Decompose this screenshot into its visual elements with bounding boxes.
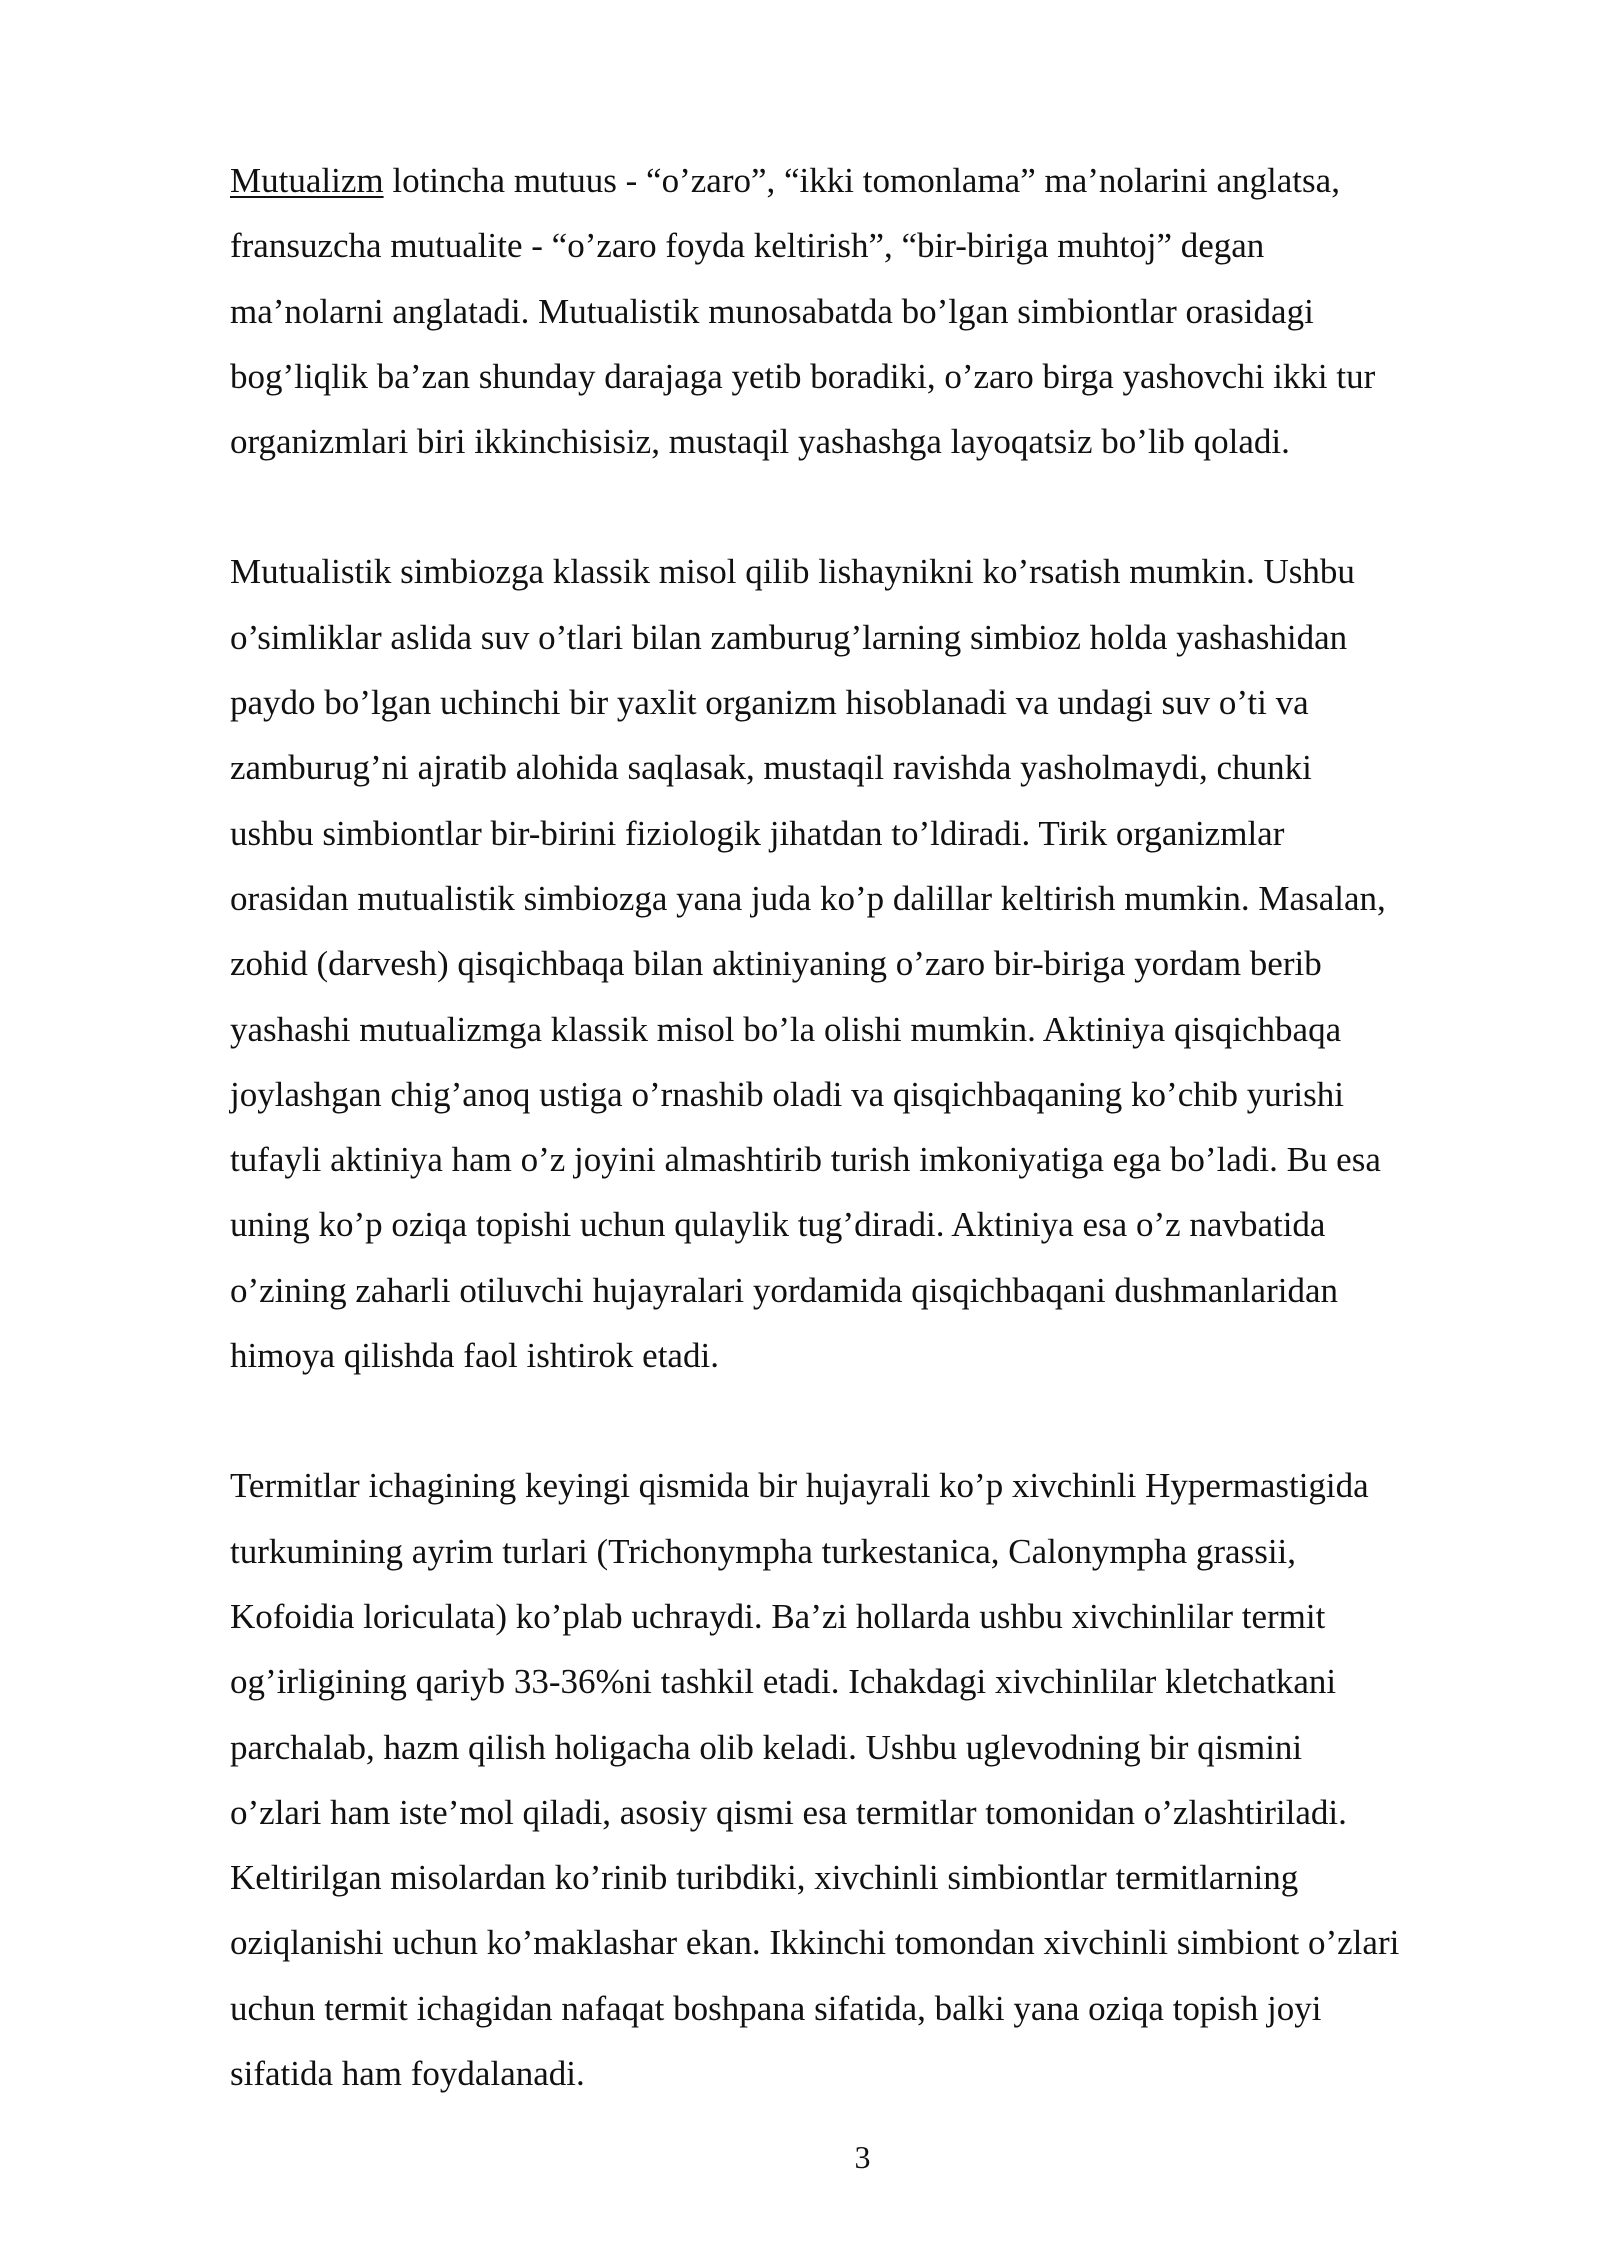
text-line: o’zlari ham iste’mol qiladi, asosiy qismi esa termitlar tomonidan o’zlashtiriladi. [230, 1792, 1347, 1832]
text-line: ma’nolarni anglatadi. Mutualistik munosabatda bo’lgan simbiontlar orasidagi [230, 291, 1314, 331]
text-line: og’irligining qariyb 33-36%ni tashkil etadi. Ichakdagi xivchinlilar kletchatkani [230, 1662, 1337, 1702]
text-line: Keltirilgan misolardan ko’rinib turibdiki, xivchinli simbiontlar termitlarning [230, 1858, 1299, 1898]
text-line: zamburug’ni ajratib alohida saqlasak, mustaqil ravishda yasholmaydi, chunki [230, 748, 1312, 788]
text-line: joylashgan chig’anoq ustiga o’rnashib oladi va qisqichbaqaning ko’chib yurishi [230, 1074, 1344, 1114]
text-line: uning ko’p oziqa topishi uchun qulaylik tug’diradi. Aktiniya esa o’z navbatida [230, 1205, 1326, 1245]
text-line: uchun termit ichagidan nafaqat boshpana sifatida, balki yana oziqa topish joyi [230, 1988, 1322, 2028]
text-line: o’zining zaharli otiluvchi hujayralari yordamida qisqichbaqani dushmanlaridan [230, 1270, 1338, 1310]
paragraph-mutualism-definition [230, 148, 1520, 474]
text-line: Kofoidia loriculata) ko’plab uchraydi. Ba’zi hollarda ushbu xivchinlilar termit [230, 1596, 1326, 1636]
text-line: ushbu simbiontlar bir-birini fiziologik jihatdan to’ldiradi. Tirik organizmlar [230, 813, 1285, 853]
document-body [230, 148, 1520, 2106]
paragraph-termite-example [230, 1453, 1520, 2106]
text-line: o’simliklar aslida suv o’tlari bilan zamburug’larning simbioz holda yashashidan [230, 617, 1348, 657]
text-line: orasidan mutualistik simbiozga yana juda ko’p dalillar keltirish mumkin. Masalan, [230, 878, 1386, 918]
text-line: bog’liqlik ba’zan shunday darajaga yetib boradiki, o’zaro birga yashovchi ikki tur [230, 356, 1376, 396]
paragraph-lichen-example [230, 539, 1520, 1388]
text-line: oziqlanishi uchun ko’maklashar ekan. Ikkinchi tomondan xivchinli simbiont o’zlari [230, 1923, 1400, 1963]
text-line: organizmlari biri ikkinchisisiz, mustaqil yashashga layoqatsiz bo’lib qoladi. [230, 422, 1290, 462]
text-line [230, 148, 1520, 213]
text-line: fransuzcha mutualite - “o’zaro foyda keltirish”, “bir-biriga muhtoj” degan [230, 226, 1265, 266]
text-line: turkumining ayrim turlari (Trichonympha turkestanica, Calonympha grassii, [230, 1531, 1297, 1571]
text-line: himoya qilishda faol ishtirok etadi. [230, 1336, 719, 1376]
underlined-term: Mutualizm [230, 161, 384, 200]
text-line: Termitlar ichagining keyingi qismida bir hujayrali ko’p xivchinli Hypermastigida [230, 1466, 1369, 1506]
page-number: 3 [854, 2139, 871, 2175]
text-line: parchalab, hazm qilish holigacha olib keladi. Ushbu uglevodning bir qismini [230, 1727, 1303, 1767]
text-line: zohid (darvesh) qisqichbaqa bilan aktiniyaning o’zaro bir-biriga yordam berib [230, 944, 1322, 984]
text-line: Mutualistik simbiozga klassik misol qilib lishaynikni ko’rsatish mumkin. Ushbu [230, 552, 1355, 592]
text-line: paydo bo’lgan uchinchi bir yaxlit organizm hisoblanadi va undagi suv o’ti va [230, 683, 1309, 723]
text-line: tufayli aktiniya ham o’z joyini almashtirib turish imkoniyatiga ega bo’ladi. Bu esa [230, 1140, 1381, 1180]
text-line: sifatida ham foydalanadi. [230, 2054, 585, 2094]
text-line: yashashi mutualizmga klassik misol bo’la olishi mumkin. Aktiniya qisqichbaqa [230, 1009, 1342, 1049]
line-text: lotincha mutuus - “o’zaro”, “ikki tomonlama” ma’nolarini anglatsa, [383, 161, 1340, 200]
